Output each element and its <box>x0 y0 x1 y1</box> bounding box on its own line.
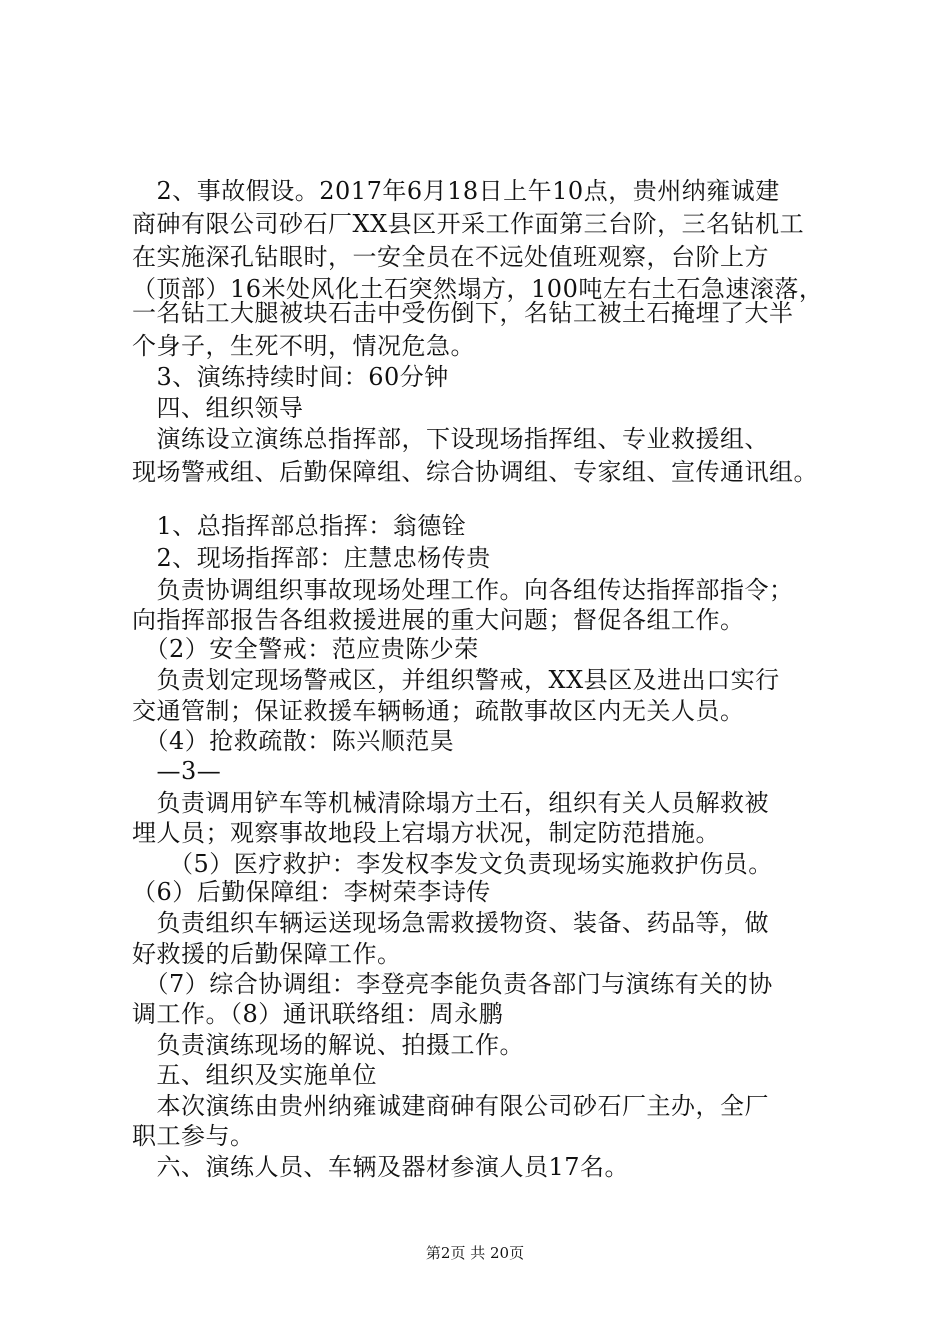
paragraph-line: （6）后勤保障组：李树荣李诗传 <box>132 878 491 906</box>
paragraph-line: （2）安全警戒：范应贵陈少荣 <box>132 635 479 663</box>
paragraph-line: 个身子，生死不明，情况危急。 <box>132 332 475 360</box>
paragraph-line: 职工参与。 <box>132 1122 255 1150</box>
paragraph-line: 商砷有限公司砂石厂XX县区开采工作面第三台阶，三名钻机工 <box>132 210 805 238</box>
paragraph-line: 负责演练现场的解说、拍摄工作。 <box>132 1031 524 1059</box>
paragraph-line: 1、总指挥部总指挥：翁德铨 <box>132 512 467 540</box>
paragraph-line: 2、事故假设。2017年6月18日上午10点，贵州纳雍诚建 <box>132 177 780 205</box>
paragraph-line: （4）抢救疏散：陈兴顺范昊 <box>132 727 455 755</box>
page-footer: 第2页 共 20页 <box>425 1244 525 1262</box>
section-heading: 五、组织及实施单位 <box>132 1061 377 1089</box>
paragraph-line: 埋人员；观察事故地段上宕塌方状况，制定防范措施。 <box>132 819 720 847</box>
section-heading: 四、组织领导 <box>132 394 304 422</box>
paragraph-line: 现场警戒组、后勤保障组、综合协调组、专家组、宣传通讯组。 <box>132 458 818 486</box>
paragraph-line: 一名钻工大腿被块石击中受伤倒下，名钻工被土石掩埋了大半 <box>132 299 794 327</box>
page-marker: —3— <box>132 757 222 785</box>
paragraph-line: 负责调用铲车等机械清除塌方土石，组织有关人员解救被 <box>132 789 769 817</box>
paragraph-line: 2、现场指挥部：庄慧忠杨传贵 <box>132 544 491 572</box>
section-heading: 六、演练人员、车辆及器材参演人员17名。 <box>132 1153 630 1181</box>
paragraph-line: 3、演练持续时间：60分钟 <box>132 363 449 391</box>
paragraph-line: 演练设立演练总指挥部，下设现场指挥组、专业救援组、 <box>132 425 769 453</box>
paragraph-line: 负责协调组织事故现场处理工作。向各组传达指挥部指令； <box>132 576 794 604</box>
paragraph-line: 负责组织车辆运送现场急需救援物资、装备、药品等，做 <box>132 909 769 937</box>
paragraph-line: 交通管制；保证救援车辆畅通；疏散事故区内无关人员。 <box>132 697 745 725</box>
paragraph-line: （顶部）16米处风化土石突然塌方，100吨左右土石急速滚落， <box>132 275 824 303</box>
paragraph-line: 在实施深孔钻眼时，一安全员在不远处值班观察，台阶上方 <box>132 243 769 271</box>
paragraph-line: 负责划定现场警戒区，并组织警戒，XX县区及进出口实行 <box>132 666 780 694</box>
paragraph-line: 调工作。（8）通讯联络组：周永鹏 <box>132 1000 504 1028</box>
paragraph-line: （7）综合协调组：李登亮李能负责各部门与演练有关的协 <box>132 970 773 998</box>
paragraph-line: 向指挥部报告各组救援进展的重大问题；督促各组工作。 <box>132 606 745 634</box>
paragraph-line: 本次演练由贵州纳雍诚建商砷有限公司砂石厂主办，全厂 <box>132 1092 769 1120</box>
paragraph-line: 好救援的后勤保障工作。 <box>132 940 402 968</box>
paragraph-line: （5）医疗救护：李发权李发文负责现场实施救护伤员。 <box>132 850 773 878</box>
